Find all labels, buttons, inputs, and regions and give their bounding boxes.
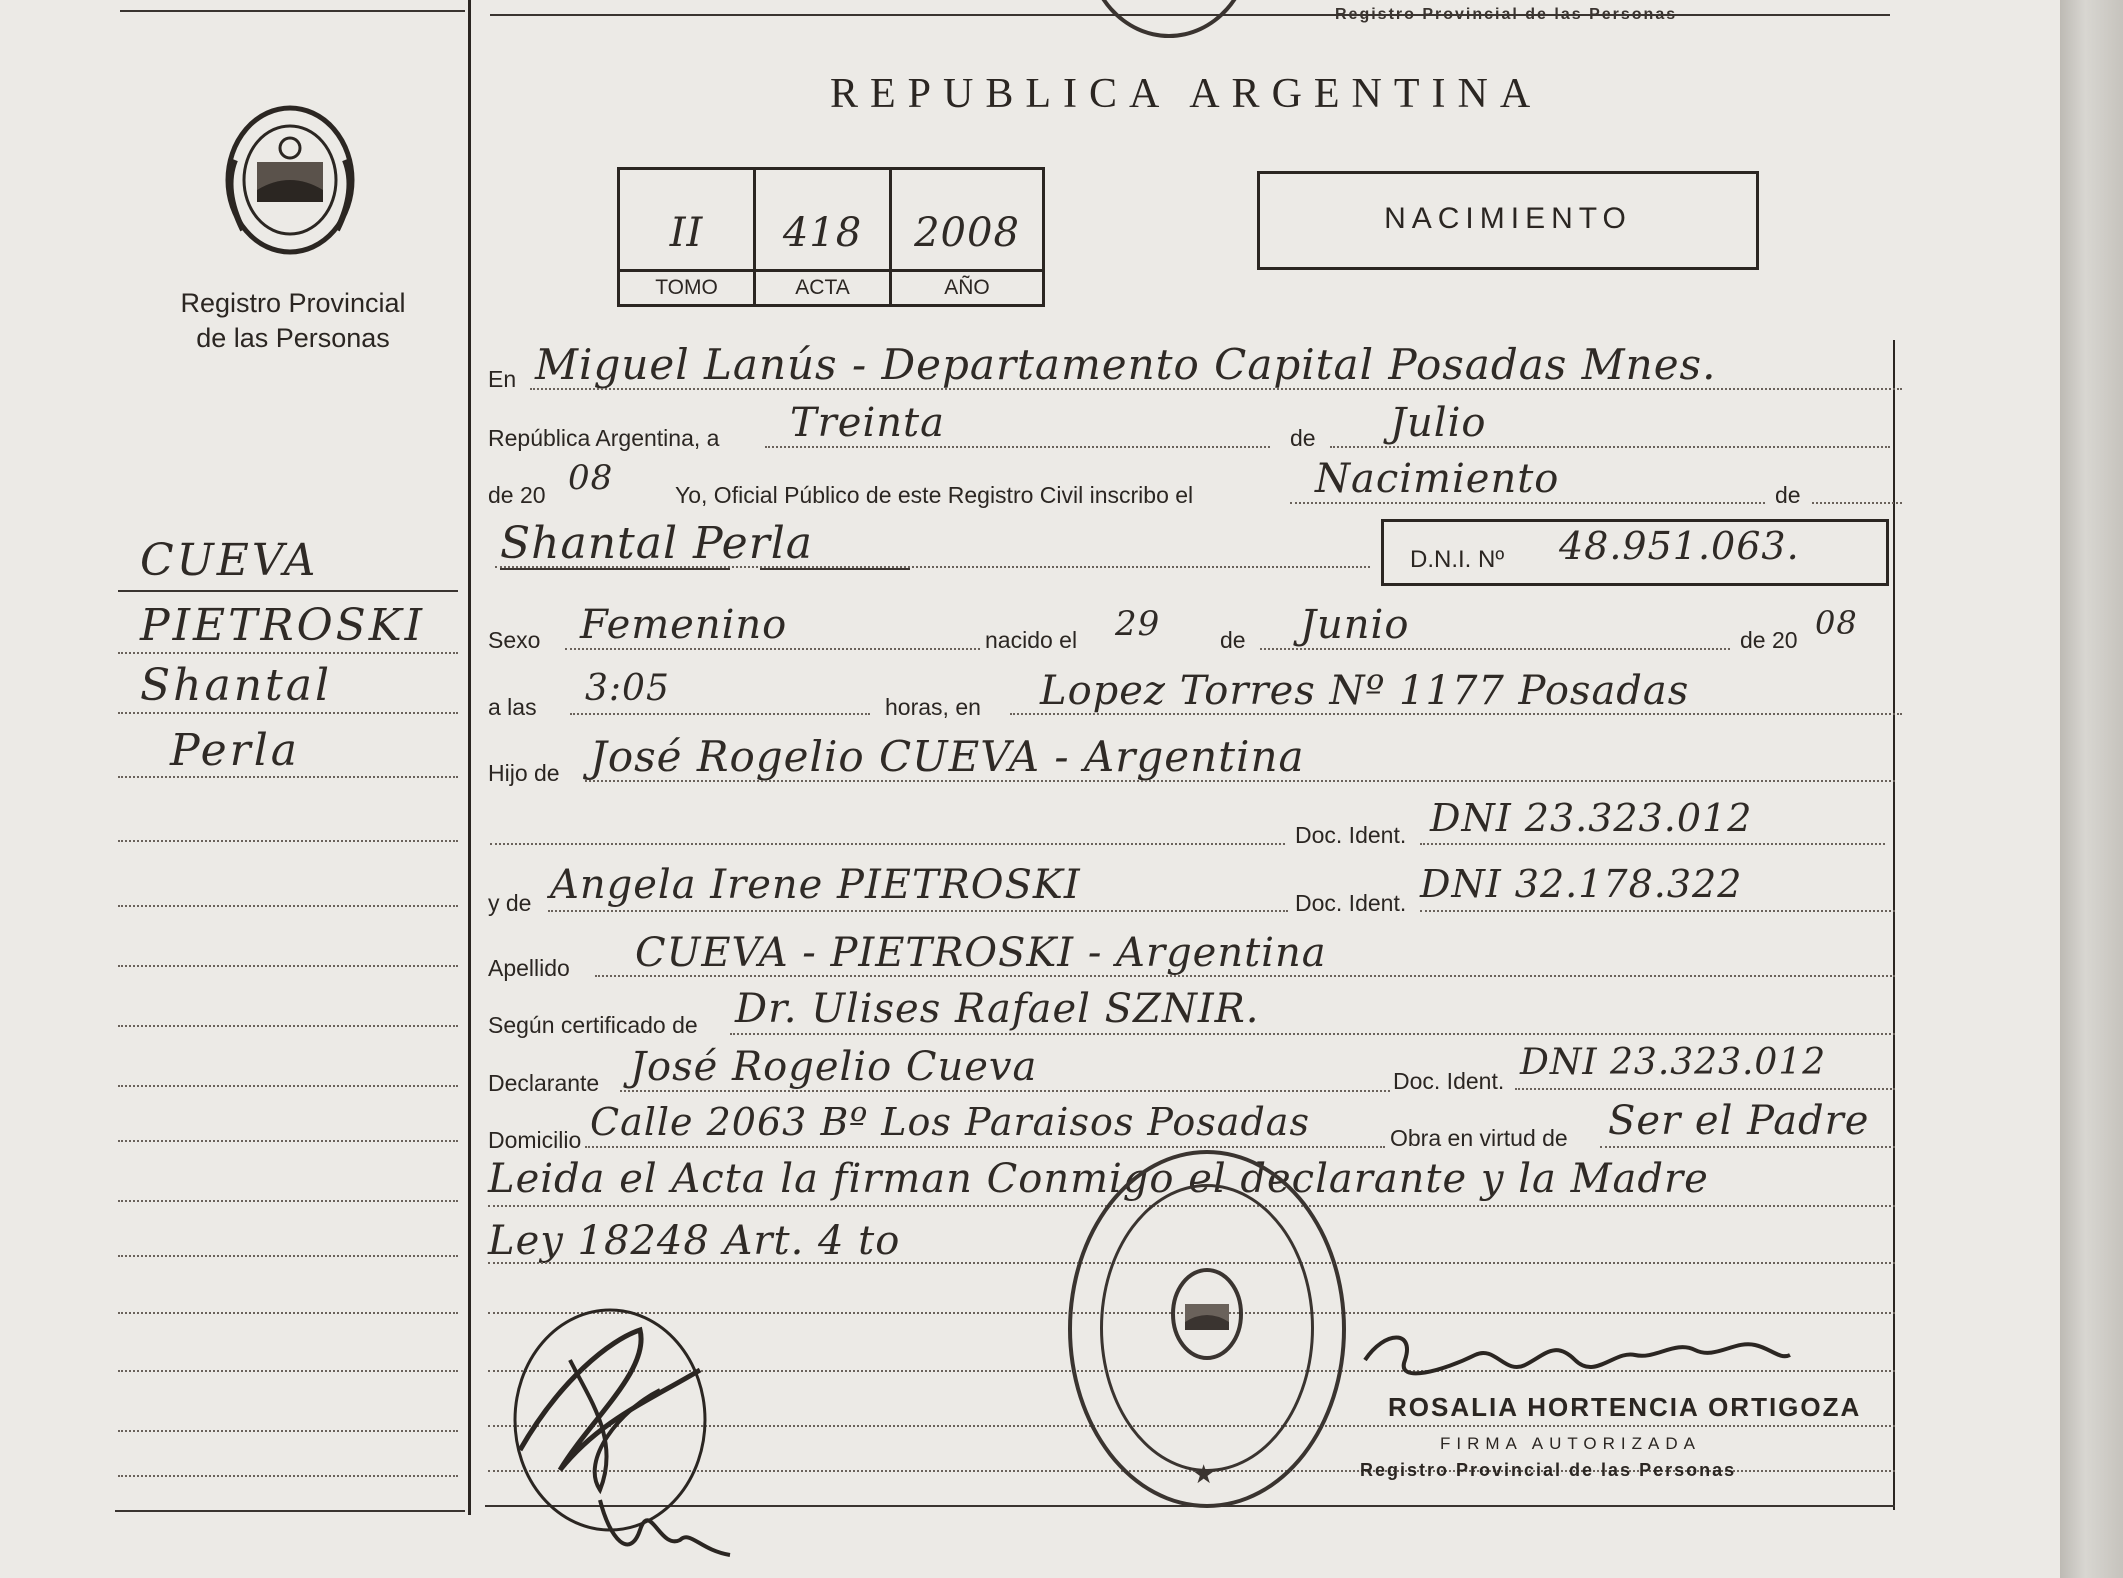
stamp-crest-icon <box>1167 1264 1247 1364</box>
registry-name-line2: de las Personas <box>196 323 390 353</box>
province-crest <box>215 100 365 260</box>
signer-org: Registro Provincial de las Personas <box>1360 1460 1737 1480</box>
value-acto: Nacimiento <box>1315 456 1560 502</box>
value-padre-doc: DNI 23.323.012 <box>1430 796 1753 840</box>
label-sexo: Sexo <box>488 627 541 653</box>
label-hijo-de: Hijo de <box>488 760 560 786</box>
value-mes: Julio <box>1390 400 1487 446</box>
dni-box <box>1381 519 1889 586</box>
anio-cell <box>892 170 1042 304</box>
value-madre: Angela Irene PIETROSKI <box>550 862 1081 908</box>
value-dia-nac: 29 <box>1115 604 1161 644</box>
label-doc-padre: Doc. Ident. <box>1295 822 1407 848</box>
doc-type-label: NACIMIENTO <box>1384 202 1632 235</box>
label-nacido-el: nacido el <box>985 627 1078 653</box>
signature-left-icon <box>500 1300 760 1570</box>
label-dni: D.N.I. Nº <box>1410 546 1505 573</box>
value-madre-doc: DNI 32.178.322 <box>1420 862 1743 906</box>
value-declarante-doc: DNI 23.323.012 <box>1520 1042 1827 1083</box>
signature-right-icon <box>1355 1320 1795 1400</box>
registry-number-box <box>617 167 1045 307</box>
label-declarante: Declarante <box>488 1070 600 1096</box>
acta-label: ACTA <box>795 276 850 299</box>
label-segun-certificado: Según certificado de <box>488 1012 698 1038</box>
value-padre: José Rogelio CUEVA - Argentina <box>590 732 1305 781</box>
top-rule-left <box>120 10 465 12</box>
tomo-label: TOMO <box>655 276 718 299</box>
signer-name: ROSALIA HORTENCIA ORTIGOZA <box>1388 1392 1862 1422</box>
value-obra: Ser el Padre <box>1608 1098 1870 1144</box>
crest-icon <box>215 100 365 260</box>
value-sexo: Femenino <box>580 602 788 648</box>
margin-surname-2: PIETROSKI <box>140 600 426 651</box>
anio-label: AÑO <box>944 276 990 299</box>
value-domicilio: Calle 2063 Bº Los Paraisos Posadas <box>590 1100 1310 1144</box>
label-domicilio: Domicilio <box>488 1127 582 1153</box>
label-horas-en: horas, en <box>885 694 981 720</box>
value-apellido: CUEVA - PIETROSKI - Argentina <box>635 930 1327 976</box>
value-anio-nac: 08 <box>1815 604 1858 642</box>
value-nota-2: Ley 18248 Art. 4 to <box>488 1218 901 1264</box>
page-edge <box>2060 0 2123 1578</box>
label-yo-oficial: Yo, Oficial Público de este Registro Civil inscribo el <box>675 482 1194 508</box>
country-title: REPUBLICA ARGENTINA <box>830 71 1543 117</box>
value-hora: 3:05 <box>585 668 670 709</box>
registry-round-stamp <box>1068 1150 1346 1508</box>
stamp-star-icon: ★ <box>1192 1459 1216 1489</box>
acta-value: 418 <box>782 210 863 256</box>
value-anio-corto: 08 <box>568 458 614 498</box>
value-lugar-nac: Lopez Torres Nº 1177 Posadas <box>1040 668 1690 714</box>
signer-role: FIRMA AUTORIZADA <box>1440 1434 1701 1453</box>
anio-value: 2008 <box>914 210 1020 256</box>
right-border <box>1893 340 1895 1510</box>
label-y-de: y de <box>488 890 532 916</box>
doc-type-box <box>1257 171 1759 270</box>
value-nombre: Shantal Perla <box>500 518 814 569</box>
top-stamp-text: Registro Provincial de las Personas <box>1335 6 1678 23</box>
label-de-3: de <box>1220 627 1246 653</box>
label-de-2: de <box>1775 482 1801 508</box>
margin-surname-1: CUEVA <box>140 535 319 586</box>
value-mes-nac: Junio <box>1300 602 1410 648</box>
value-dni: 48.951.063. <box>1559 524 1800 568</box>
value-nota-1: Leida el Acta la firman Conmigo el declarante y la Madre <box>488 1156 1709 1202</box>
tomo-cell <box>620 170 756 304</box>
margin-name-1: Shantal <box>140 660 333 711</box>
margin-name-2: Perla <box>170 725 301 776</box>
tomo-value: II <box>669 210 704 256</box>
label-obra-en-virtud: Obra en virtud de <box>1390 1125 1568 1151</box>
label-doc-declarante: Doc. Ident. <box>1393 1068 1505 1094</box>
label-de20: de 20 <box>488 482 546 508</box>
column-divider <box>468 0 471 1515</box>
value-dia: Treinta <box>790 400 945 446</box>
label-apellido: Apellido <box>488 955 570 981</box>
label-republica: República Argentina, a <box>488 425 720 451</box>
acta-cell <box>756 170 892 304</box>
registry-name-line1: Registro Provincial <box>180 288 406 318</box>
label-de-1: de <box>1290 425 1316 451</box>
bottom-rule-left <box>115 1510 465 1512</box>
value-lugar: Miguel Lanús - Departamento Capital Posadas Mnes. <box>535 340 1717 389</box>
label-a-las: a las <box>488 694 537 720</box>
label-doc-madre: Doc. Ident. <box>1295 890 1407 916</box>
label-en: En <box>488 366 517 392</box>
label-de20-nac: de 20 <box>1740 627 1798 653</box>
value-certificado: Dr. Ulises Rafael SZNIR. <box>735 986 1260 1032</box>
value-declarante: José Rogelio Cueva <box>630 1044 1038 1090</box>
